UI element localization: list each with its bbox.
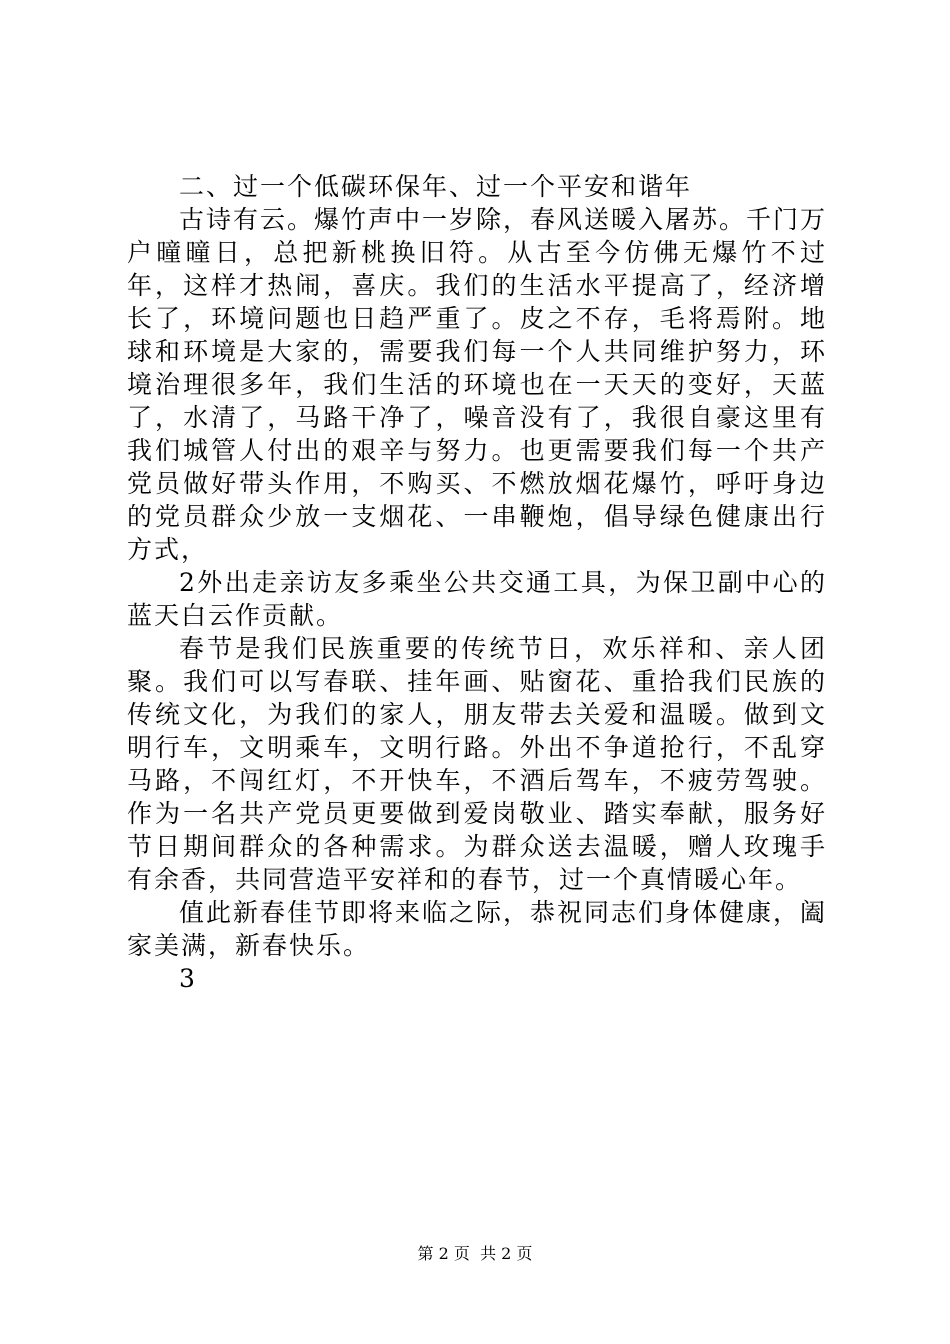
paragraph-number: 3 <box>179 964 197 993</box>
paragraph-public-transport: 2外出走亲访友多乘坐公共交通工具，为保卫副中心的蓝天白云作贡献。 <box>127 568 827 630</box>
section-heading: 二、过一个低碳环保年、过一个平安和谐年 <box>179 172 693 201</box>
paragraph-spring-festival: 春节是我们民族重要的传统节日，欢乐祥和、亲人团聚。我们可以写春联、挂年画、贴窗花、重拾我们民族的传统文化，为我们的家人，朋友带去关爱和温暖。做到文明行车，文明乘车，文明行路。外出不争道抢行，不乱穿马路，不闯红灯，不开快车，不酒后驾车，不疲劳驾驶。作为一名共产党员更要做到爱岗敬业、踏实奉献，服务好节日期间群众的各种需求。为群众送去温暖，赠人玫瑰手有余香，共同营造平安祥和的春节，过一个真情暖心年。 <box>127 634 827 894</box>
paragraph-new-year-wishes: 值此新春佳节即将来临之际，恭祝同志们身体健康，阖家美满，新春快乐。 <box>127 898 828 960</box>
document-body <box>127 170 827 995</box>
page-footer: 第 2 页 共 2 页 <box>417 1244 533 1263</box>
paragraph-ancient-poem: 古诗有云。爆竹声中一岁除，春风送暖入屠苏。千门万户曈曈日，总把新桃换旧符。从古至今仿佛无爆竹不过年，这样才热闹，喜庆。我们的生活水平提高了，经济增长了，环境问题也日趋严重了。皮之不存，毛将焉附。地球和环境是大家的，需要我们每一个人共同维护努力，环境治理很多年，我们生活的环境也在一天天的变好，天蓝了，水清了，马路干净了，噪音没有了，我很自豪这里有我们城管人付出的艰辛与努力。也更需要我们每一个共产党员做好带头作用，不购买、不燃放烟花爆竹，呼吁身边的党员群众少放一支烟花、一串鞭炮，倡导绿色健康出行方式， <box>127 205 828 564</box>
